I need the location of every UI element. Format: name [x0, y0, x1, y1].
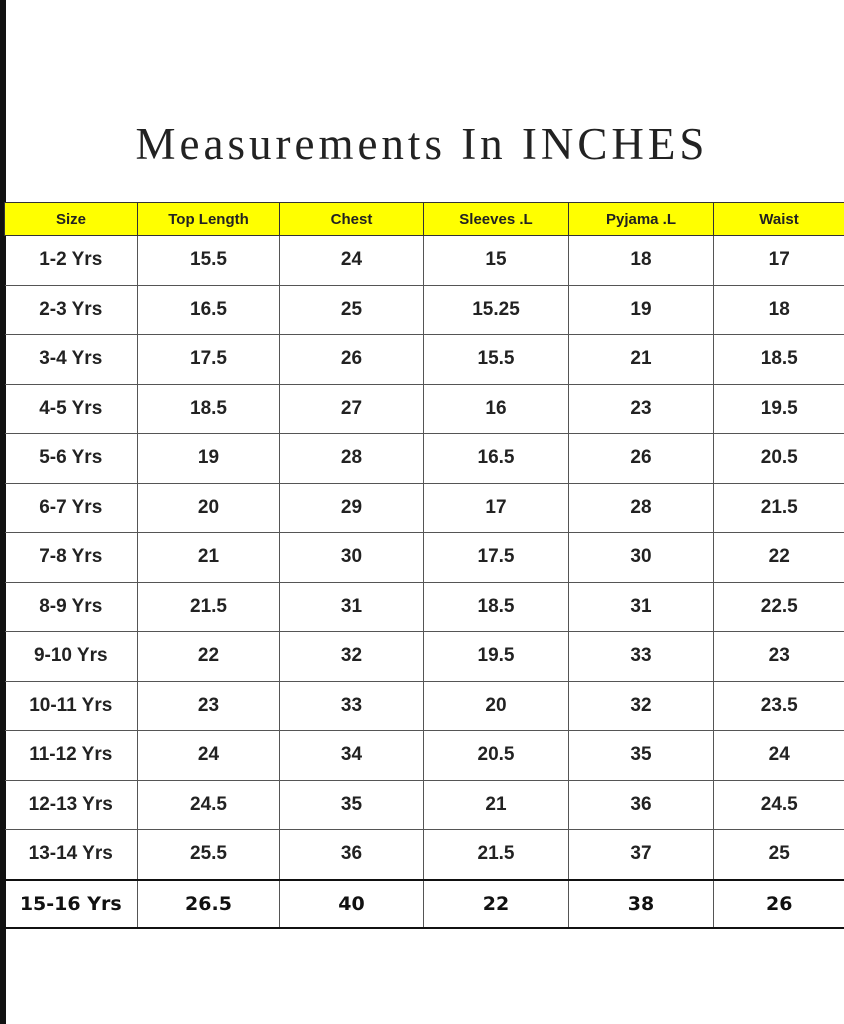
table-row: [5, 830, 844, 880]
cell-sleeves-length: 17: [424, 483, 569, 533]
cell-chest: 27: [280, 384, 424, 434]
cell-pyjama-length: 35: [569, 731, 714, 781]
cell-top-length: 22: [138, 632, 280, 682]
cell-pyjama-length: 31: [569, 582, 714, 632]
cell-sleeves-length: 15.25: [424, 285, 569, 335]
cell-waist: 18.5: [714, 335, 844, 385]
cell-chest: 35: [280, 780, 424, 830]
header-top-length: Top Length: [138, 203, 280, 236]
cell-pyjama-length: 23: [569, 384, 714, 434]
table-row: [5, 483, 844, 533]
cell-pyjama-length: 26: [569, 434, 714, 484]
cell-sleeves-length: 20.5: [424, 731, 569, 781]
table-row: [5, 285, 844, 335]
cell-top-length: 24.5: [138, 780, 280, 830]
cell-size: 3-4 Yrs: [5, 335, 138, 385]
cell-pyjama-length: 19: [569, 285, 714, 335]
cell-pyjama-length: 37: [569, 830, 714, 880]
cell-top-length: 16.5: [138, 285, 280, 335]
table-row: [5, 632, 844, 682]
cell-waist: 25: [714, 830, 844, 880]
cell-size: 2-3 Yrs: [5, 285, 138, 335]
cell-top-length: 21: [138, 533, 280, 583]
cell-top-length: 18.5: [138, 384, 280, 434]
cell-pyjama-length: 28: [569, 483, 714, 533]
cell-chest: 40: [280, 880, 424, 928]
cell-waist: 22.5: [714, 582, 844, 632]
cell-sleeves-length: 18.5: [424, 582, 569, 632]
cell-waist: 26: [714, 880, 844, 928]
cell-pyjama-length: 32: [569, 681, 714, 731]
cell-chest: 36: [280, 830, 424, 880]
cell-top-length: 25.5: [138, 830, 280, 880]
cell-chest: 26: [280, 335, 424, 385]
cell-chest: 31: [280, 582, 424, 632]
cell-top-length: 15.5: [138, 236, 280, 286]
cell-waist: 24: [714, 731, 844, 781]
cell-top-length: 24: [138, 731, 280, 781]
cell-chest: 28: [280, 434, 424, 484]
cell-top-length: 17.5: [138, 335, 280, 385]
cell-size: 11-12 Yrs: [5, 731, 138, 781]
cell-pyjama-length: 38: [569, 880, 714, 928]
cell-size: 13-14 Yrs: [5, 830, 138, 880]
cell-chest: 24: [280, 236, 424, 286]
cell-size: 8-9 Yrs: [5, 582, 138, 632]
cell-chest: 29: [280, 483, 424, 533]
cell-waist: 19.5: [714, 384, 844, 434]
cell-waist: 23: [714, 632, 844, 682]
table-row: [5, 681, 844, 731]
cell-size: 7-8 Yrs: [5, 533, 138, 583]
cell-pyjama-length: 33: [569, 632, 714, 682]
cell-sleeves-length: 17.5: [424, 533, 569, 583]
header-pyjama-length: Pyjama .L: [569, 203, 714, 236]
cell-size: 15-16 Yrs: [5, 880, 138, 928]
cell-size: 10-11 Yrs: [5, 681, 138, 731]
table-row: [5, 533, 844, 583]
cell-top-length: 26.5: [138, 880, 280, 928]
cell-waist: 20.5: [714, 434, 844, 484]
cell-pyjama-length: 18: [569, 236, 714, 286]
cell-sleeves-length: 19.5: [424, 632, 569, 682]
cell-pyjama-length: 30: [569, 533, 714, 583]
cell-size: 12-13 Yrs: [5, 780, 138, 830]
cell-chest: 25: [280, 285, 424, 335]
cell-waist: 17: [714, 236, 844, 286]
header-waist: Waist: [714, 203, 844, 236]
cell-sleeves-length: 15: [424, 236, 569, 286]
cell-size: 4-5 Yrs: [5, 384, 138, 434]
cell-chest: 34: [280, 731, 424, 781]
table-row: [5, 780, 844, 830]
cell-waist: 21.5: [714, 483, 844, 533]
cell-pyjama-length: 36: [569, 780, 714, 830]
table-row: [5, 236, 844, 286]
cell-size: 6-7 Yrs: [5, 483, 138, 533]
cell-top-length: 20: [138, 483, 280, 533]
cell-sleeves-length: 16: [424, 384, 569, 434]
table-row: [5, 384, 844, 434]
header-sleeves-length: Sleeves .L: [424, 203, 569, 236]
table-row: [5, 880, 844, 928]
cell-sleeves-length: 16.5: [424, 434, 569, 484]
cell-top-length: 23: [138, 681, 280, 731]
table-row: [5, 434, 844, 484]
header-size: Size: [5, 203, 138, 236]
cell-waist: 18: [714, 285, 844, 335]
cell-top-length: 21.5: [138, 582, 280, 632]
cell-chest: 32: [280, 632, 424, 682]
cell-waist: 24.5: [714, 780, 844, 830]
table-row: [5, 731, 844, 781]
cell-size: 5-6 Yrs: [5, 434, 138, 484]
size-chart-table: [4, 202, 844, 929]
cell-waist: 22: [714, 533, 844, 583]
header-row: [5, 203, 844, 236]
table-row: [5, 582, 844, 632]
cell-sleeves-length: 22: [424, 880, 569, 928]
table-row: [5, 335, 844, 385]
page-title: Measurements In INCHES: [135, 119, 709, 169]
cell-chest: 30: [280, 533, 424, 583]
cell-top-length: 19: [138, 434, 280, 484]
cell-size: 9-10 Yrs: [5, 632, 138, 682]
cell-sleeves-length: 21: [424, 780, 569, 830]
header-chest: Chest: [280, 203, 424, 236]
cell-sleeves-length: 21.5: [424, 830, 569, 880]
cell-waist: 23.5: [714, 681, 844, 731]
cell-sleeves-length: 20: [424, 681, 569, 731]
cell-chest: 33: [280, 681, 424, 731]
cell-size: 1-2 Yrs: [5, 236, 138, 286]
cell-pyjama-length: 21: [569, 335, 714, 385]
cell-sleeves-length: 15.5: [424, 335, 569, 385]
